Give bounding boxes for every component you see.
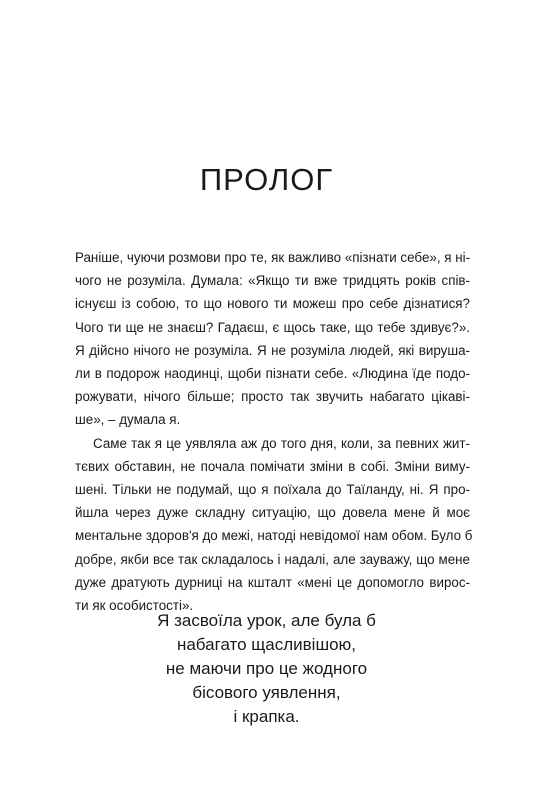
- text-line: ти як особистості».: [75, 598, 194, 614]
- chapter-title: ПРОЛОГ: [199, 162, 334, 197]
- body-text: [75, 246, 473, 617]
- text-line: дуже дратують дурниці на кшталт «мені це допомогло вирос-: [75, 574, 470, 590]
- text-line: ше», – думала я.: [75, 412, 181, 428]
- pull-quote-line: Я засвоїла урок, але була б: [157, 611, 376, 630]
- text-line: існуєш із собою, то що нового ти можеш про себе дізнатися?: [75, 296, 470, 312]
- text-line: йшла через дуже складну ситуацію, що довела мене й моє: [75, 505, 470, 521]
- text-line: добре, якби все так складалось і надалі, але зауважу, що мене: [75, 551, 470, 567]
- text-line: рожувати, нічого більше; просто так звучить набагато цікаві-: [75, 389, 470, 405]
- paragraph-1: [75, 246, 470, 432]
- pull-quote-line: набагато щасливішою,: [176, 635, 357, 654]
- pull-quote-line: бісового уявлення,: [192, 683, 341, 702]
- text-line: чого не розуміла. Думала: «Якщо ти вже тридцять років спів-: [75, 273, 470, 289]
- paragraph-2: [75, 432, 473, 618]
- text-line: шені. Тільки не подумай, що я поїхала до Таїланду, ні. Я про-: [75, 482, 470, 498]
- pull-quote-line: і крапка.: [233, 707, 300, 726]
- text-line: ментальне здоров'я до межі, натоді невідомої нам обом. Було б: [75, 528, 473, 544]
- text-line: тєвих обставин, не почала помічати зміни в собі. Зміни виму-: [75, 458, 470, 474]
- text-line: Чого ти ще не знаєш? Гадаєш, є щось таке, що тебе здивує?».: [75, 319, 470, 335]
- text-line: Раніше, чуючи розмови про те, як важливо «пізнати себе», я ні-: [75, 250, 471, 265]
- text-line: Я дійсно нічого не розуміла. Я не розуміла людей, які вируша-: [75, 342, 470, 358]
- pull-quote: [0, 609, 533, 729]
- text-line: Саме так я це уявляла аж до того дня, коли, за певних жит-: [93, 435, 470, 451]
- text-line: ли в подорож наодинці, щоби пізнати себе. «Людина їде подо-: [75, 366, 470, 382]
- pull-quote-line: не маючи про це жодного: [165, 659, 368, 678]
